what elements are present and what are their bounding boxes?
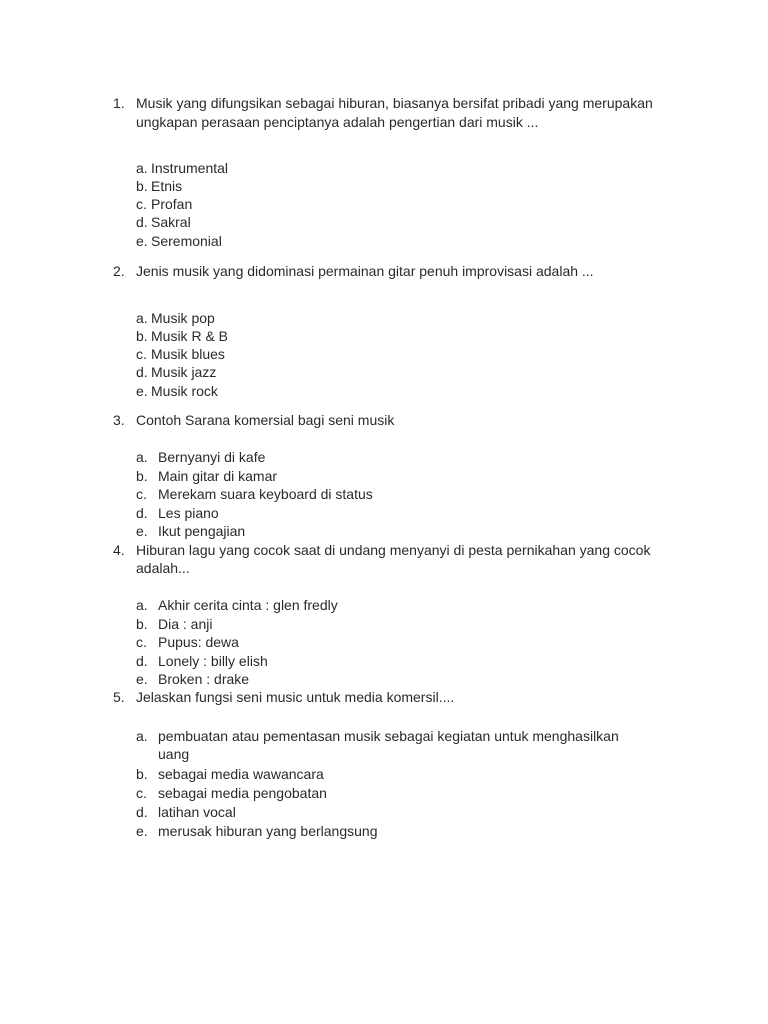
option-label: d. xyxy=(136,364,148,380)
option-text: Bernyanyi di kafe xyxy=(158,449,266,465)
question-text: Hiburan lagu yang cocok saat di undang menyanyi di pesta pernikahan yang cocok xyxy=(136,542,651,558)
option-label: b. xyxy=(136,616,148,632)
option-text: Musik R & B xyxy=(151,328,229,344)
option-label: e. xyxy=(136,823,148,839)
option-label: c. xyxy=(136,486,147,502)
option-text: Musik pop xyxy=(151,310,215,326)
option-label: c. xyxy=(136,634,147,650)
option-text: Merekam suara keyboard di status xyxy=(158,486,373,502)
option-text: latihan vocal xyxy=(158,804,236,820)
option-text: sebagai media wawancara xyxy=(158,766,324,782)
option-text: merusak hiburan yang berlangsung xyxy=(158,823,378,839)
option-label: b. xyxy=(136,328,148,344)
option-label: a. xyxy=(136,310,148,326)
question-number: 2. xyxy=(113,263,125,279)
option-label: a. xyxy=(136,160,148,176)
option-label: d. xyxy=(136,804,148,820)
option-text: Lonely : billy elish xyxy=(158,653,268,669)
option-label: e. xyxy=(136,383,148,399)
option-text: Pupus: dewa xyxy=(158,634,239,650)
option-text: sebagai media pengobatan xyxy=(158,785,327,801)
question-number: 5. xyxy=(113,689,125,705)
question-text: ungkapan perasaan penciptanya adalah pengertian dari musik ... xyxy=(136,114,539,130)
option-label: d. xyxy=(136,653,148,669)
option-text: Etnis xyxy=(151,178,183,194)
option-label: c. xyxy=(136,196,147,212)
question-text: Contoh Sarana komersial bagi seni musik xyxy=(136,412,395,428)
option-text: pembuatan atau pementasan musik sebagai kegiatan untuk menghasilkan xyxy=(158,728,619,744)
option-label: a. xyxy=(136,597,148,613)
option-label: b. xyxy=(136,766,148,782)
option-text: Musik rock xyxy=(151,383,218,399)
option-text: Ikut pengajian xyxy=(158,523,246,539)
option-text: Akhir cerita cinta : glen fredly xyxy=(158,597,338,613)
option-label: d. xyxy=(136,505,148,521)
option-label: c. xyxy=(136,785,147,801)
option-label: a. xyxy=(136,728,148,744)
option-label: c. xyxy=(136,346,147,362)
question-number: 4. xyxy=(113,542,125,558)
question-text: adalah... xyxy=(136,560,190,576)
option-label: e. xyxy=(136,671,148,687)
option-label: e. xyxy=(136,233,148,249)
option-text: Sakral xyxy=(151,214,191,230)
option-label: a. xyxy=(136,449,148,465)
option-text: Main gitar di kamar xyxy=(158,468,278,484)
option-label: d. xyxy=(136,214,148,230)
option-text: Instrumental xyxy=(151,160,229,176)
question-number: 3. xyxy=(113,412,125,428)
option-text: Broken : drake xyxy=(158,671,250,687)
question-text: Jenis musik yang didominasi permainan gitar penuh improvisasi adalah ... xyxy=(136,263,594,279)
option-label: b. xyxy=(136,468,148,484)
option-text: Musik blues xyxy=(151,346,225,362)
option-text: Dia : anji xyxy=(158,616,213,632)
option-text: Les piano xyxy=(158,505,219,521)
option-text-continued: uang xyxy=(158,746,190,762)
question-text: Musik yang difungsikan sebagai hiburan, biasanya bersifat pribadi yang merupakan xyxy=(136,95,653,111)
question-text: Jelaskan fungsi seni music untuk media komersil.... xyxy=(136,689,455,705)
option-label: e. xyxy=(136,523,148,539)
question-number: 1. xyxy=(113,95,125,111)
option-label: b. xyxy=(136,178,148,194)
option-text: Profan xyxy=(151,196,193,212)
option-text: Musik jazz xyxy=(151,364,217,380)
option-text: Seremonial xyxy=(151,233,222,249)
